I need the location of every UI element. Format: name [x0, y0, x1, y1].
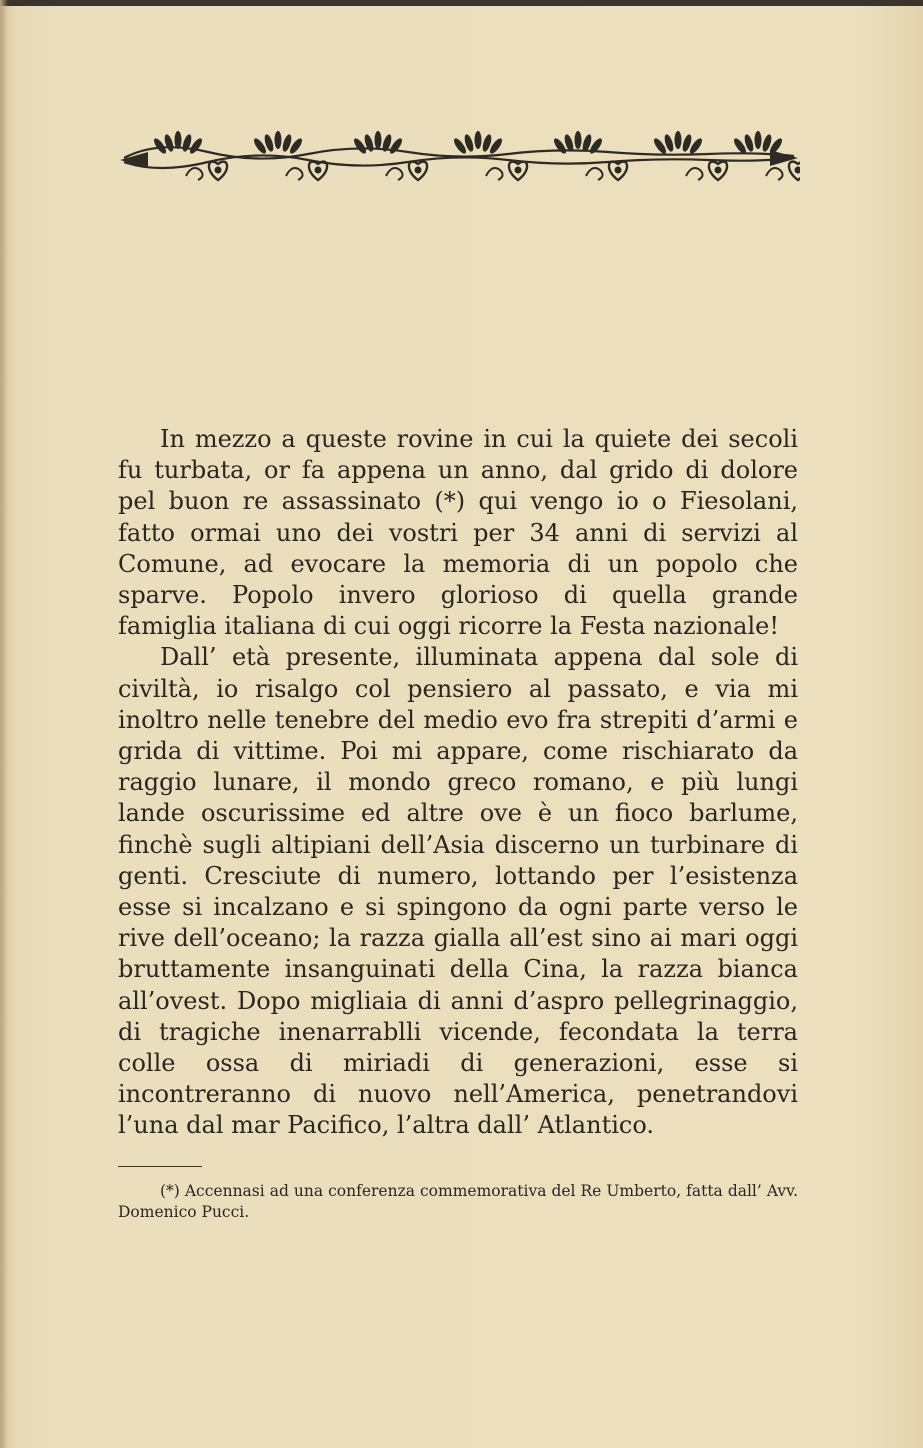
- page-gutter-shadow: [0, 0, 8, 1448]
- paragraph-1: In mezzo a queste rovine in cui la quiete dei secoli fu turbata, or fa appena un anno, dal grido di dolore pel buon re assassinato (*) qui vengo io o Fiesolani, fatto ormai uno dei vostri per 34 anni di servizi al Comune, ad evocare la memoria di un popolo che sparve. Popolo invero glorioso di quella grande famiglia italiana di cui oggi ricorre la Festa nazionale!: [118, 425, 798, 641]
- footnote-divider: [118, 1166, 202, 1167]
- paragraph-2: Dall’ età presente, illuminata appena dal sole di civiltà, io risalgo col pensiero al passato, e via mi inoltro nelle tenebre del medio evo fra strepiti d’armi e grida di vittime. Poi mi appare, come rischiarato da raggio lunare, il mondo greco romano, e più lungi lande oscurissime ed altre ove è un fioco barlume, finchè sugli altipiani dell’Asia discerno un turbinare di genti. Cresciute di numero, lottando per l’esistenza esse si incalzano e si spingono da ogni parte verso le rive dell’oceano; la razza gialla all’est sino ai mari oggi bruttamente insanguinati della Cina, la razza bianca all’ovest. Dopo migliaia di anni d’aspro pellegrinaggio, di tragiche inenarrablli vicende, fecondata la terra colle ossa di miriadi di generazioni, esse si incontreranno di nuovo nell’America, penetrandovi l’una dal mar Pacifico, l’altra dall’ Atlantico.: [118, 643, 798, 1140]
- body-text: [118, 424, 798, 1142]
- floral-vine-ornament-icon: [118, 118, 800, 190]
- footnote: (*) Accennasi ad una conferenza commemorativa del Re Umberto, fatta dall’ Avv. Domenico Pucci.: [118, 1182, 798, 1221]
- scan-top-edge: [0, 0, 923, 6]
